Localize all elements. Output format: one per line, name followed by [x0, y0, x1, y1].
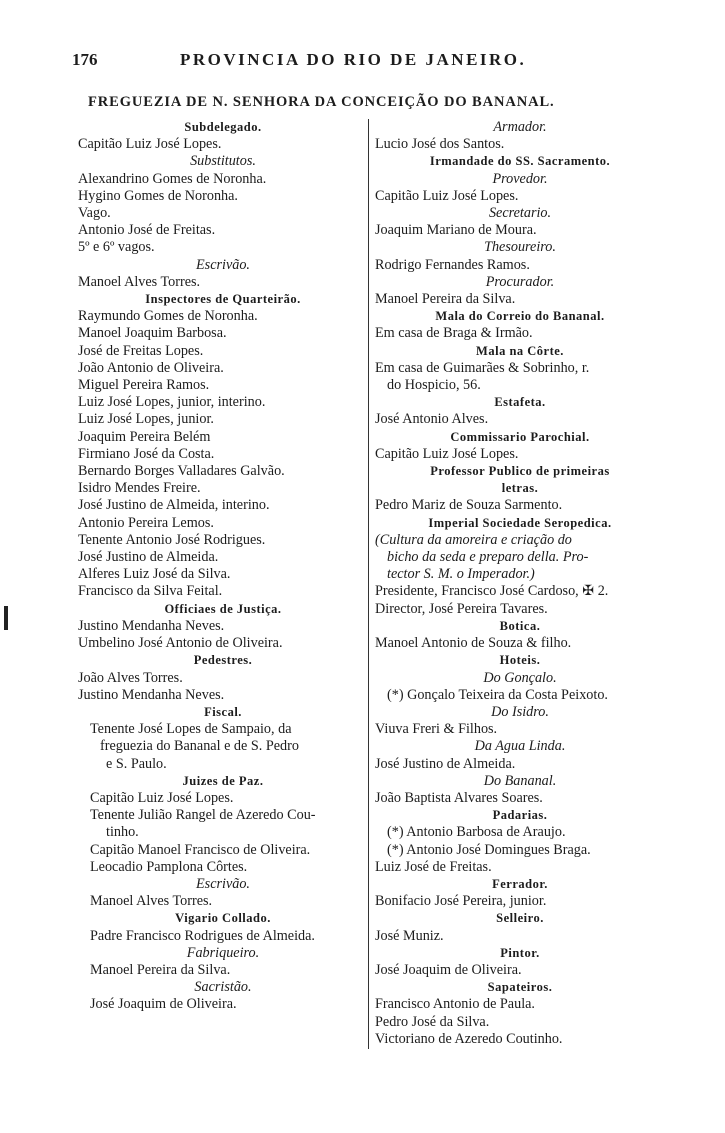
entry-line: do Hospicio, 56.: [387, 377, 481, 394]
right-column: [368, 119, 665, 1049]
role-label: Do Bananal.: [483, 772, 557, 789]
entry-line: 5º e 6º vagos.: [78, 239, 155, 256]
section-heading: Pedestres.: [193, 653, 253, 668]
entry-line: Victoriano de Azeredo Coutinho.: [375, 1030, 563, 1047]
entry-line: Rodrigo Fernandes Ramos.: [375, 256, 530, 273]
entry-line: Joaquim Pereira Belém: [78, 428, 211, 445]
section-heading: Ferrador.: [492, 876, 548, 891]
entry-line: Leocadio Pamplona Côrtes.: [90, 858, 248, 875]
entry-line: Tenente Antonio José Rodrigues.: [78, 531, 266, 548]
section-heading: Botica.: [499, 618, 541, 633]
entry-line: Manoel Alves Torres.: [90, 893, 213, 910]
entry-line: João Antonio de Oliveira.: [78, 359, 224, 376]
entry-line: Antonio Pereira Lemos.: [78, 514, 214, 531]
entry-line: Viuva Freri & Filhos.: [375, 721, 498, 738]
entry-line: Firmiano José da Costa.: [78, 445, 215, 462]
entry-line: (*) Antonio José Domingues Braga.: [387, 841, 591, 858]
entry-line: Francisco Antonio de Paula.: [375, 996, 535, 1013]
section-heading: Subdelegado.: [184, 120, 262, 134]
section-heading: Fiscal.: [204, 704, 242, 719]
entry-line: José Muniz.: [375, 927, 444, 944]
entry-line: Miguel Pereira Ramos.: [78, 377, 210, 394]
entry-line: José Joaquim de Oliveira.: [375, 961, 522, 978]
entry-line: Em casa de Guimarães & Sobrinho, r.: [375, 359, 590, 376]
entry-line: Manoel Pereira da Silva.: [375, 291, 516, 308]
entry-line: Lucio José dos Santos.: [375, 136, 505, 153]
entry-line: Alexandrino Gomes de Noronha.: [78, 170, 267, 187]
entry-line: Capitão Luiz José Lopes.: [375, 445, 519, 462]
role-label: Substitutos.: [190, 153, 256, 170]
entry-line: Presidente, Francisco José Cardoso, ✠ 2.: [375, 583, 609, 600]
section-heading: Selleiro.: [496, 911, 544, 926]
section-heading: Hoteis.: [499, 653, 541, 668]
entry-line: (*) Gonçalo Teixeira da Costa Peixoto.: [387, 686, 608, 703]
section-heading: Juizes de Paz.: [182, 773, 264, 788]
entry-line: José Justino de Almeida.: [375, 755, 516, 772]
section-heading: Commissario Parochial.: [450, 429, 590, 444]
section-heading: Professor Publico de primeiras: [430, 464, 610, 479]
entry-line: João Baptista Alvares Soares.: [375, 789, 543, 806]
entry-line: Francisco da Silva Feital.: [78, 583, 223, 600]
entry-line: José Antonio Alves.: [375, 411, 489, 428]
entry-line: Tenente José Lopes de Sampaio, da: [90, 721, 292, 738]
section-heading: Irmandade do SS. Sacramento.: [429, 154, 611, 169]
role-label: Provedor.: [492, 170, 548, 187]
entry-line: Justino Mendanha Neves.: [78, 617, 225, 634]
entry-line: e S. Paulo.: [106, 755, 167, 772]
entry-line: freguezia do Bananal e de S. Pedro: [100, 738, 299, 755]
role-label: Escrivão.: [196, 256, 250, 273]
entry-line: Pedro Mariz de Souza Sarmento.: [375, 497, 563, 514]
margin-mark: [4, 606, 8, 630]
entry-line: Pedro José da Silva.: [375, 1013, 490, 1030]
entry-line: bicho da seda e preparo della. Pro-: [387, 549, 589, 566]
entry-line: Tenente Julião Rangel de Azeredo Cou-: [90, 807, 316, 824]
entry-line: José Justino de Almeida.: [78, 549, 219, 566]
entry-line: Luiz José Lopes, junior.: [78, 411, 214, 428]
page-number: 176: [72, 50, 98, 69]
entry-line: Umbelino José Antonio de Oliveira.: [78, 635, 283, 652]
role-label: Do Gonçalo.: [483, 669, 557, 686]
role-label: Fabriqueiro.: [186, 944, 260, 961]
section-title: FREGUEZIA DE N. SENHORA DA CONCEIÇÃO DO BANANAL.: [88, 94, 555, 110]
entry-line: Bernardo Borges Valladares Galvão.: [78, 463, 285, 480]
section-heading: Inspectores de Quarteirão.: [145, 292, 301, 307]
section-heading: Pintor.: [500, 945, 540, 960]
entry-line: Manoel Antonio de Souza & filho.: [375, 635, 572, 652]
entry-line: Capitão Luiz José Lopes.: [375, 187, 519, 204]
role-label: Procurador.: [485, 273, 555, 290]
entry-line: Padre Francisco Rodrigues de Almeida.: [90, 927, 315, 944]
entry-line: Joaquim Mariano de Moura.: [375, 222, 537, 239]
section-heading: Mala do Correio do Bananal.: [435, 309, 605, 324]
entry-line: Manoel Alves Torres.: [78, 273, 201, 290]
entry-line: José Joaquim de Oliveira.: [90, 996, 237, 1013]
entry-line: Capitão Luiz José Lopes.: [90, 789, 234, 806]
entry-line: Antonio José de Freitas.: [78, 222, 216, 239]
entry-line: Alferes Luiz José da Silva.: [78, 566, 231, 583]
role-label: Escrivão.: [196, 875, 250, 892]
entry-line: Em casa de Braga & Irmão.: [375, 325, 533, 342]
entry-line: Luiz José Lopes, junior, interino.: [78, 394, 266, 411]
section-heading: Mala na Côrte.: [476, 343, 564, 358]
entry-line: Raymundo Gomes de Noronha.: [78, 308, 258, 325]
role-label: Secretario.: [488, 205, 552, 222]
section-heading: letras.: [501, 481, 539, 496]
role-label: Do Isidro.: [491, 703, 549, 720]
entry-line: Director, José Pereira Tavares.: [375, 600, 548, 617]
entry-line: (*) Antonio Barbosa de Araujo.: [387, 824, 566, 841]
role-label: Thesoureiro.: [484, 239, 556, 256]
entry-line: Manoel Joaquim Barbosa.: [78, 325, 227, 342]
entry-line: Capitão Luiz José Lopes.: [78, 136, 222, 153]
entry-line: José de Freitas Lopes.: [78, 342, 204, 359]
section-heading: Padarias.: [492, 808, 548, 823]
entry-line: (Cultura da amoreira e criação do: [375, 531, 572, 548]
section-heading: Estafeta.: [494, 395, 546, 410]
entry-line: Vago.: [78, 205, 111, 222]
entry-line: tinho.: [106, 824, 139, 841]
entry-line: Justino Mendanha Neves.: [78, 686, 225, 703]
role-label: Sacristão.: [194, 979, 252, 996]
role-label: Da Agua Linda.: [474, 738, 566, 755]
section-heading: Sapateiros.: [487, 980, 553, 995]
left-column: [78, 119, 368, 1014]
entry-line: Hygino Gomes de Noronha.: [78, 187, 238, 204]
section-heading: Vigario Collado.: [175, 911, 271, 926]
role-label: Armador.: [493, 119, 547, 135]
entry-line: Bonifacio José Pereira, junior.: [375, 893, 547, 910]
entry-line: Luiz José de Freitas.: [375, 858, 492, 875]
entry-line: João Alves Torres.: [78, 669, 183, 686]
section-heading: Officiaes de Justiça.: [164, 601, 282, 616]
entry-line: tector S. M. o Imperador.): [387, 566, 535, 583]
entry-line: Isidro Mendes Freire.: [78, 480, 201, 497]
running-title: PROVINCIA DO RIO DE JANEIRO.: [180, 50, 527, 69]
entry-line: Manoel Pereira da Silva.: [90, 961, 231, 978]
entry-line: Capitão Manoel Francisco de Oliveira.: [90, 841, 311, 858]
entry-line: José Justino de Almeida, interino.: [78, 497, 270, 514]
section-heading: Imperial Sociedade Seropedica.: [428, 515, 612, 530]
